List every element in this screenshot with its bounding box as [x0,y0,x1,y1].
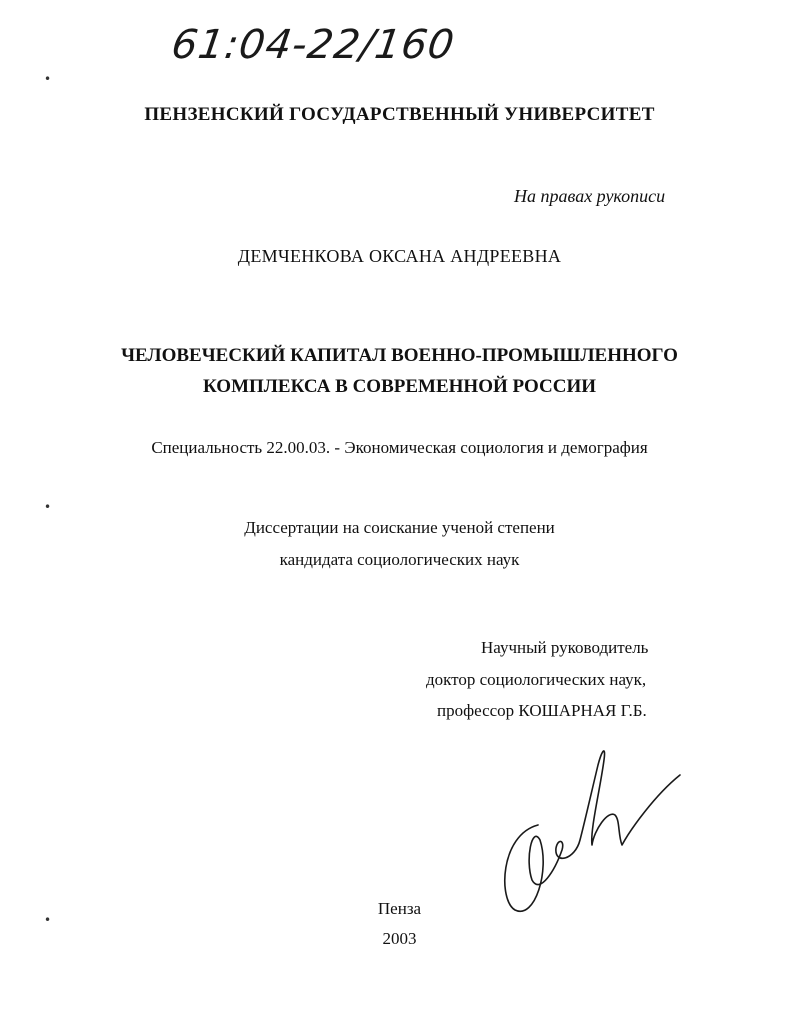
degree-line-2: кандидата социологических наук [279,550,520,569]
year: 2003 [382,929,417,948]
author-name: ДЕМЧЕНКОВА ОКСАНА АНДРЕЕВНА [237,246,562,266]
supervisor-name: профессор КОШАРНАЯ Г.Б. [437,701,647,720]
scan-mark: • [44,500,52,514]
supervisor-label: Научный руководитель [481,638,649,657]
scan-mark: • [44,72,52,86]
dissertation-title-line-2: КОМПЛЕКСА В СОВРЕМЕННОЙ РОССИИ [202,376,597,397]
degree-line-1: Диссертации на соискание ученой степени [244,518,555,537]
supervisor-degree: доктор социологических наук, [426,670,647,689]
university-name: ПЕНЗЕНСКИЙ ГОСУДАРСТВЕННЫЙ УНИВЕРСИТЕТ [144,104,655,125]
manuscript-note: На правах рукописи [514,186,666,206]
archive-stamp: 61:04-22/160 [168,22,458,68]
city: Пенза [377,899,422,918]
specialty: Специальность 22.00.03. - Экономическая социология и демография [151,438,648,457]
dissertation-title-line-1: ЧЕЛОВЕЧЕСКИЙ КАПИТАЛ ВОЕННО-ПРОМЫШЛЕННОГО [121,345,678,366]
scan-mark: • [44,913,52,927]
